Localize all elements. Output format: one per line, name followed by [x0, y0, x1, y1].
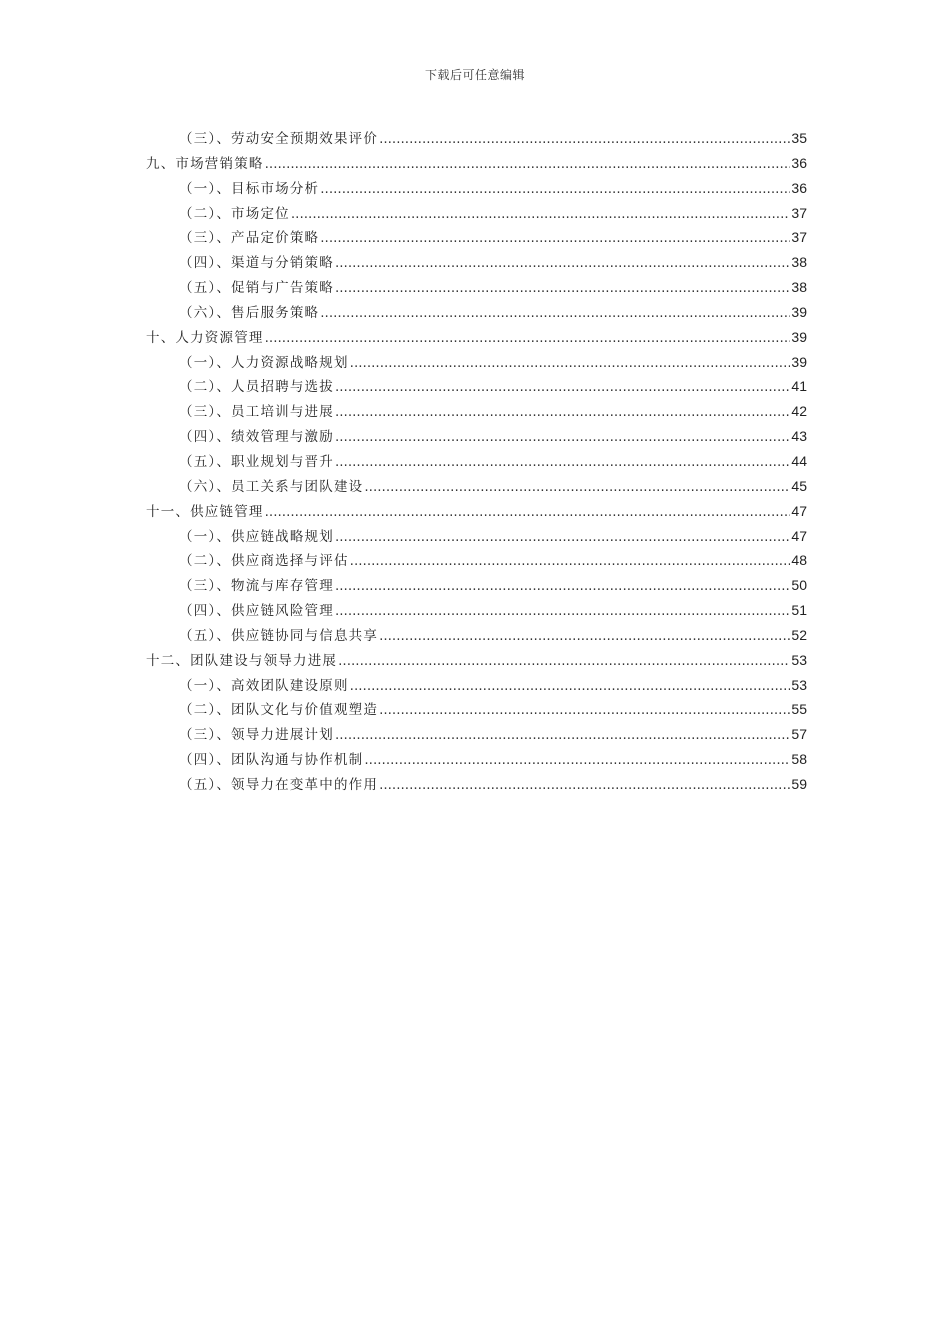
toc-section-entry[interactable]	[146, 449, 807, 474]
toc-entry-title: （三）、劳动安全预期效果评价	[179, 131, 379, 147]
toc-chapter-entry[interactable]	[146, 648, 807, 673]
toc-section-entry[interactable]	[146, 201, 807, 226]
toc-entry-page-number: 43	[791, 428, 807, 445]
toc-entry-page-number: 44	[791, 452, 807, 469]
toc-entry-page-number: 59	[791, 775, 807, 792]
toc-dot-leader	[320, 301, 790, 326]
toc-dot-leader	[320, 226, 790, 251]
toc-entry-page-number: 36	[791, 179, 807, 196]
toc-entry-page-number: 53	[791, 676, 807, 693]
toc-entry-title: 十一、供应链管理	[146, 503, 264, 520]
toc-dot-leader	[335, 375, 790, 400]
toc-entry-title: （二）、供应商选择与评估	[179, 553, 349, 570]
toc-entry-title: （一）、目标市场分析	[179, 180, 320, 197]
toc-dot-leader	[265, 326, 791, 351]
toc-dot-leader	[335, 723, 790, 748]
toc-entry-title: （一）、供应链战略规划	[179, 528, 334, 545]
toc-entry-page-number: 52	[791, 626, 807, 643]
toc-entry-title: （五）、领导力在变革中的作用	[179, 776, 379, 793]
toc-dot-leader	[335, 425, 790, 450]
toc-section-entry[interactable]	[146, 399, 807, 424]
toc-dot-leader	[379, 127, 790, 152]
toc-dot-leader	[335, 251, 790, 276]
toc-dot-leader	[335, 525, 790, 550]
toc-dot-leader	[379, 698, 790, 723]
toc-entry-page-number: 42	[791, 403, 807, 420]
toc-entry-page-number: 50	[791, 577, 807, 594]
toc-section-entry[interactable]	[146, 722, 807, 747]
toc-entry-page-number: 38	[791, 279, 807, 296]
toc-entry-title: （四）、供应链风险管理	[179, 603, 334, 620]
toc-entry-title: （一）、人力资源战略规划	[179, 354, 349, 371]
toc-section-entry[interactable]	[146, 474, 807, 499]
toc-dot-leader	[291, 202, 791, 227]
toc-entry-page-number: 53	[791, 651, 807, 668]
toc-dot-leader	[350, 351, 791, 376]
toc-entry-title: （二）、人员招聘与选拔	[179, 379, 334, 396]
table-of-contents	[146, 126, 807, 797]
toc-dot-leader	[335, 450, 790, 475]
toc-section-entry[interactable]	[146, 275, 807, 300]
toc-entry-title: （三）、产品定价策略	[179, 230, 320, 247]
toc-entry-page-number: 51	[791, 602, 807, 619]
toc-section-entry[interactable]	[146, 548, 807, 573]
toc-entry-page-number: 38	[791, 254, 807, 271]
toc-entry-title: 十二、团队建设与领导力进展	[146, 652, 338, 669]
toc-dot-leader	[350, 549, 791, 574]
toc-section-entry[interactable]	[146, 623, 807, 648]
toc-entry-title: （二）、市场定位	[179, 205, 290, 222]
toc-entry-page-number: 55	[791, 701, 807, 718]
toc-entry-page-number: 41	[791, 378, 807, 395]
toc-entry-title: （三）、领导力进展计划	[179, 727, 334, 744]
toc-section-entry[interactable]	[146, 176, 807, 201]
toc-entry-title: （三）、员工培训与进展	[179, 404, 334, 421]
toc-entry-page-number: 37	[791, 204, 807, 221]
toc-section-entry[interactable]	[146, 524, 807, 549]
toc-entry-page-number: 35	[791, 130, 807, 146]
toc-section-entry[interactable]	[146, 747, 807, 772]
toc-entry-title: （五）、供应链协同与信息共享	[179, 627, 379, 644]
toc-entry-title: （六）、售后服务策略	[179, 304, 320, 321]
toc-dot-leader	[265, 500, 791, 525]
toc-dot-leader	[379, 624, 790, 649]
toc-section-entry[interactable]	[146, 424, 807, 449]
page-header: 下载后可任意编辑	[424, 68, 525, 82]
toc-dot-leader	[335, 400, 790, 425]
toc-entry-title: （四）、绩效管理与激励	[179, 429, 334, 446]
toc-section-entry[interactable]	[146, 225, 807, 250]
toc-entry-page-number: 47	[791, 527, 807, 544]
toc-chapter-entry[interactable]	[146, 325, 807, 350]
toc-entry-title: （三）、物流与库存管理	[179, 578, 334, 595]
toc-entry-page-number: 47	[791, 502, 807, 519]
toc-entry-title: （五）、职业规划与晋升	[179, 453, 334, 470]
toc-section-entry[interactable]	[146, 772, 807, 797]
toc-dot-leader	[379, 773, 790, 798]
toc-section-entry[interactable]	[146, 250, 807, 275]
toc-entry-title: （六）、员工关系与团队建设	[179, 478, 364, 495]
toc-entry-page-number: 39	[791, 328, 807, 345]
toc-section-entry[interactable]	[146, 573, 807, 598]
toc-entry-title: （一）、高效团队建设原则	[179, 677, 349, 694]
toc-dot-leader	[320, 177, 790, 202]
toc-chapter-entry[interactable]	[146, 151, 807, 176]
toc-section-entry[interactable]	[146, 350, 807, 375]
toc-entry-page-number: 48	[791, 552, 807, 569]
toc-entry-page-number: 58	[791, 751, 807, 768]
toc-dot-leader	[350, 674, 791, 699]
toc-entry-title: 十、人力资源管理	[146, 329, 264, 346]
toc-entry-page-number: 36	[791, 154, 807, 171]
toc-dot-leader	[335, 276, 790, 301]
toc-dot-leader	[338, 649, 790, 674]
toc-entry-title: 九、市场营销策略	[146, 155, 264, 172]
toc-entry-title: （五）、促销与广告策略	[179, 280, 334, 297]
toc-entry-title: （四）、渠道与分销策略	[179, 255, 334, 272]
toc-dot-leader	[364, 475, 790, 500]
toc-dot-leader	[335, 574, 790, 599]
toc-section-entry[interactable]	[146, 697, 807, 722]
toc-section-entry[interactable]	[146, 374, 807, 399]
toc-entry-title: （二）、团队文化与价值观塑造	[179, 702, 379, 719]
toc-section-entry[interactable]	[146, 598, 807, 623]
toc-entry-title: （四）、团队沟通与协作机制	[179, 752, 364, 769]
toc-entry-page-number: 57	[791, 726, 807, 743]
toc-dot-leader	[265, 152, 791, 177]
toc-entry-page-number: 45	[791, 477, 807, 494]
toc-section-entry[interactable]	[146, 126, 807, 151]
toc-section-entry[interactable]	[146, 300, 807, 325]
toc-dot-leader	[364, 748, 790, 773]
toc-entry-page-number: 37	[791, 229, 807, 246]
toc-chapter-entry[interactable]	[146, 499, 807, 524]
toc-dot-leader	[335, 599, 790, 624]
toc-section-entry[interactable]	[146, 673, 807, 698]
toc-entry-page-number: 39	[791, 353, 807, 370]
toc-entry-page-number: 39	[791, 303, 807, 320]
